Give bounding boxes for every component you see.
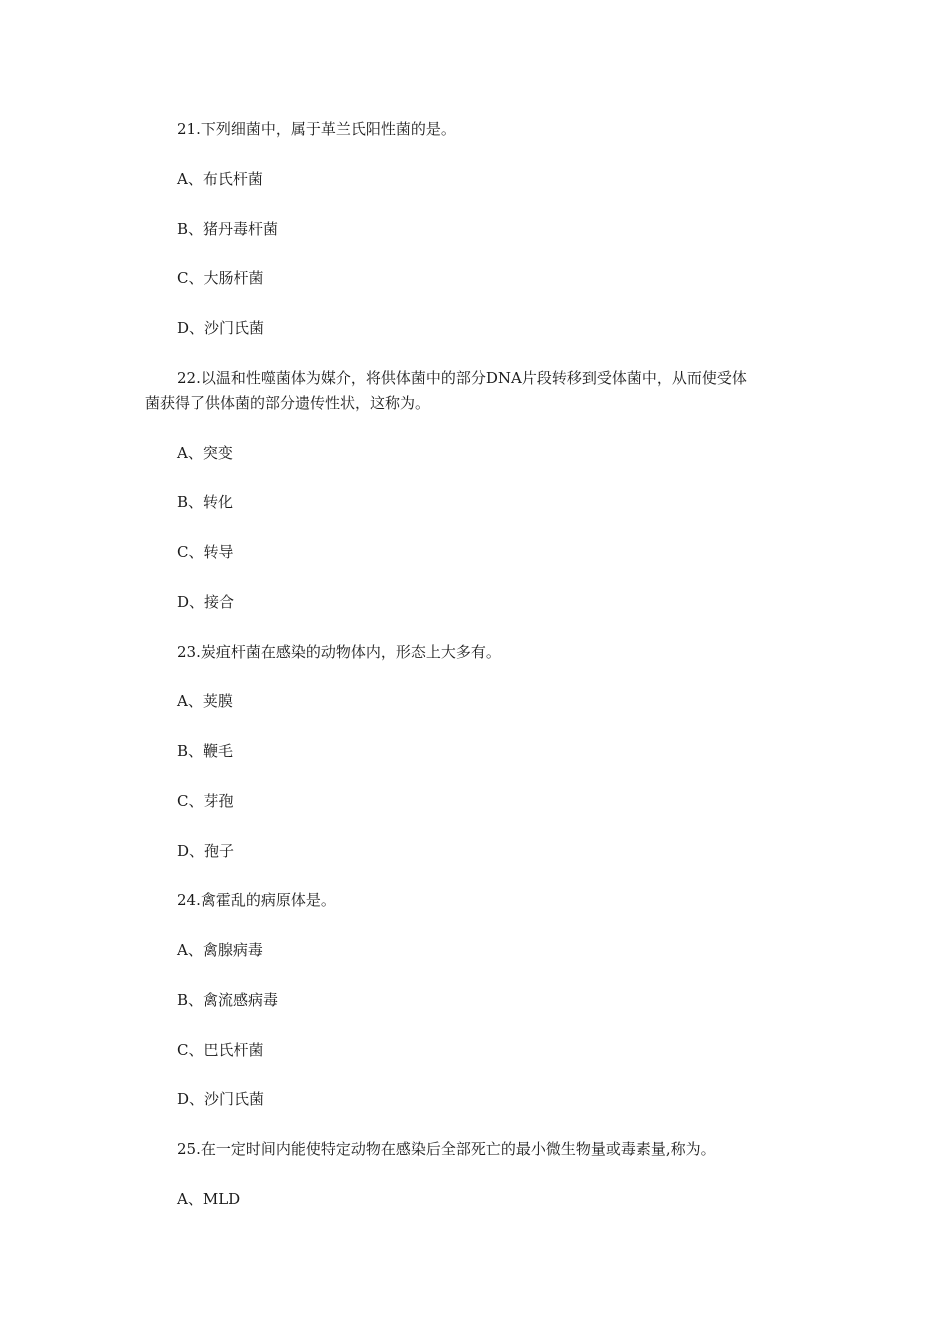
question-23-option-d: D、孢子 [177, 842, 235, 860]
question-21-option-c: C、大肠杆菌 [177, 269, 264, 287]
question-22-option-a: A、突变 [177, 444, 233, 462]
question-23-option-b: B、鞭毛 [177, 742, 234, 760]
question-23-option-c: C、芽孢 [177, 792, 234, 810]
question-22-stem-line-2: 菌获得了供体菌的部分遗传性状，这称为。 [145, 394, 431, 412]
question-25-stem: 25.在一定时间内能使特定动物在感染后全部死亡的最小微生物量或毒素量,称为。 [177, 1140, 716, 1158]
question-21-option-b: B、猪丹毒杆菌 [177, 220, 279, 238]
question-22-option-c: C、转导 [177, 543, 234, 561]
question-21-stem: 21.下列细菌中，属于革兰氏阳性菌的是。 [177, 120, 456, 138]
question-24-option-a: A、禽腺病毒 [177, 941, 263, 959]
question-23-option-a: A、荚膜 [177, 692, 233, 710]
question-22-stem-line-1: 22.以温和性噬菌体为媒介，将供体菌中的部分DNA片段转移到受体菌中，从而使受体 [177, 369, 747, 387]
question-23-stem: 23.炭疽杆菌在感染的动物体内，形态上大多有。 [177, 643, 501, 661]
question-24-option-d: D、沙门氏菌 [177, 1090, 265, 1108]
question-21-option-a: A、布氏杆菌 [177, 170, 263, 188]
question-22-option-b: B、转化 [177, 493, 234, 511]
question-25-option-a: A、MLD [177, 1190, 241, 1208]
question-24-stem: 24.禽霍乱的病原体是。 [177, 891, 336, 909]
question-24-option-b: B、禽流感病毒 [177, 991, 279, 1009]
question-24-option-c: C、巴氏杆菌 [177, 1041, 264, 1059]
question-21-option-d: D、沙门氏菌 [177, 319, 265, 337]
question-22-option-d: D、接合 [177, 593, 235, 611]
